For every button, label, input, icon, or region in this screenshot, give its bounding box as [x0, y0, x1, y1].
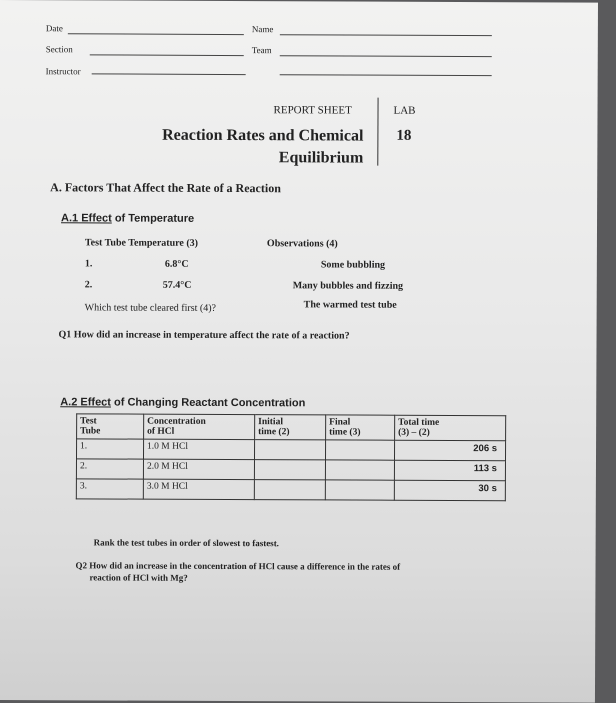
- instructor-line[interactable]: [92, 73, 246, 75]
- instructor-label: Instructor: [45, 66, 81, 77]
- a2-heading-suffix: of Changing Reactant Concentration: [110, 396, 306, 410]
- report-sheet-label: REPORT SHEET: [273, 104, 352, 117]
- a1-heading-prefix: A.1 Effect: [61, 212, 112, 225]
- a1-col-tube-temp: Test Tube Temperature (3): [84, 237, 199, 249]
- section-line[interactable]: [90, 54, 244, 56]
- cell-concentration: 2.0 M HCl: [143, 459, 254, 479]
- title-divider: [377, 98, 378, 166]
- a2-heading-prefix: A.2 Effect: [60, 396, 112, 409]
- a1-cleared-answer[interactable]: The warmed test tube: [303, 299, 397, 311]
- team-line[interactable]: [280, 55, 492, 57]
- cell-tube: 1.: [76, 439, 143, 459]
- th-concentration: Concentration of HCl: [144, 414, 255, 439]
- cell-total[interactable]: 113 s: [394, 460, 505, 480]
- section-a-heading: A. Factors That Affect the Rate of a Reaction: [50, 180, 281, 196]
- table-row: [76, 439, 505, 461]
- name-line[interactable]: [280, 34, 492, 36]
- a1-heading-suffix: of Temperature: [111, 212, 195, 225]
- a1-row1-temp[interactable]: 6.8°C: [164, 258, 189, 270]
- table-row: [76, 459, 505, 481]
- cell-concentration: 3.0 M HCl: [143, 479, 254, 499]
- lab-number: 18: [396, 127, 412, 144]
- section-label: Section: [45, 44, 73, 55]
- title-line-1: Reaction Rates and Chemical: [162, 126, 364, 145]
- q2-line-2: reaction of HCl with Mg?: [89, 572, 188, 583]
- cell-total[interactable]: 206 s: [394, 440, 505, 460]
- cell-concentration: 1.0 M HCl: [143, 439, 254, 459]
- cell-tube: 2.: [76, 459, 143, 479]
- cell-total[interactable]: 30 s: [394, 480, 505, 500]
- th-test-tube: Test Tube: [77, 414, 144, 439]
- a2-heading: [60, 396, 305, 409]
- rank-prompt: Rank the test tubes in order of slowest to fastest.: [93, 537, 279, 549]
- a1-row2-tube: 2.: [84, 279, 93, 291]
- date-line[interactable]: [68, 33, 244, 35]
- a1-row2-temp[interactable]: 57.4°C: [162, 279, 192, 291]
- a1-heading: [61, 212, 194, 225]
- a1-col-observations: Observations (4): [266, 238, 338, 250]
- cell-final[interactable]: [325, 440, 394, 460]
- q2-text: [75, 559, 400, 584]
- cell-final[interactable]: [325, 480, 394, 500]
- instructor-line-2[interactable]: [280, 74, 492, 76]
- a1-row2-obs[interactable]: Many bubbles and fizzing: [292, 280, 404, 292]
- title-line-2: Equilibrium: [278, 149, 364, 167]
- th-total-time: Total time (3) – (2): [395, 415, 506, 440]
- a1-row1-obs[interactable]: Some bubbling: [320, 259, 386, 271]
- table-header-row: [77, 414, 506, 441]
- cell-initial[interactable]: [254, 460, 325, 480]
- name-label: Name: [251, 24, 274, 35]
- cell-final[interactable]: [325, 460, 394, 480]
- th-initial-time: Initial time (2): [255, 415, 326, 440]
- q2-line-1: Q2 How did an increase in the concentration of HCl cause a difference in the rates of: [75, 560, 401, 572]
- table-row: [76, 479, 505, 501]
- cell-initial[interactable]: [254, 480, 325, 500]
- concentration-table: [76, 413, 506, 501]
- date-label: Date: [45, 23, 63, 34]
- a1-row1-tube: 1.: [84, 258, 93, 270]
- team-label: Team: [251, 45, 272, 56]
- lab-label: LAB: [393, 104, 416, 117]
- q1-text: Q1 How did an increase in temperature affect the rate of a reaction?: [58, 329, 350, 342]
- th-final-time: Final time (3): [326, 415, 395, 440]
- a1-cleared-question: Which test tube cleared first (4)?: [84, 302, 217, 314]
- page-title: [123, 125, 363, 170]
- cell-initial[interactable]: [254, 440, 325, 460]
- cell-tube: 3.: [76, 479, 143, 499]
